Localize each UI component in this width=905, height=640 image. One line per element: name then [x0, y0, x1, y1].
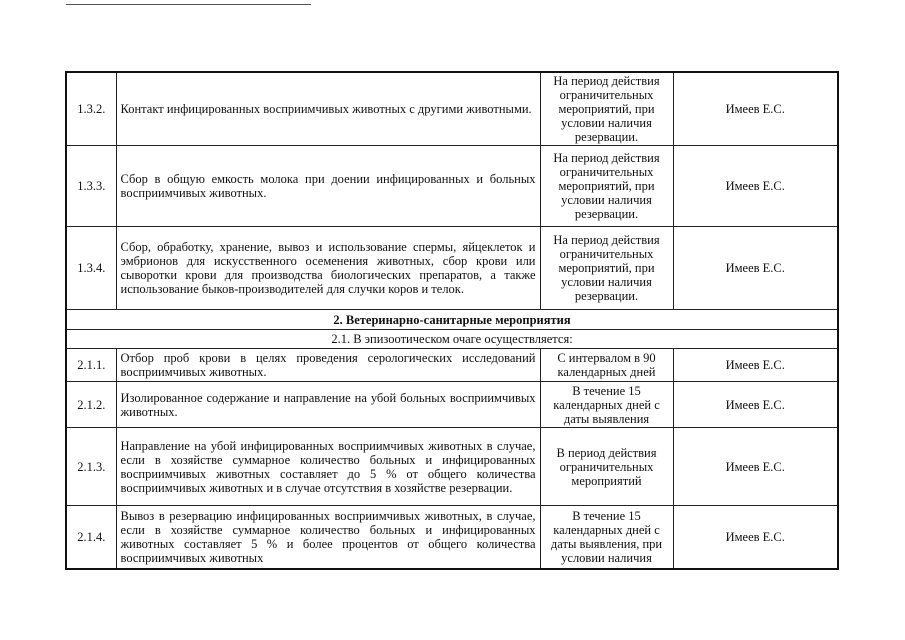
- table-row: [66, 428, 838, 506]
- table-row: [66, 227, 838, 310]
- section-title: 2. Ветеринарно-санитарные мероприятия: [66, 310, 838, 330]
- measure-term: В период действия ограничительных мероприятий: [540, 428, 673, 506]
- measure-description: Контакт инфицированных восприимчивых животных с другими животными.: [116, 72, 540, 146]
- table-row: [66, 146, 838, 227]
- table-row: [66, 72, 838, 146]
- table-row: [66, 382, 838, 428]
- row-number: 2.1.4.: [66, 506, 116, 570]
- measure-description: Изолированное содержание и направление на убой больных восприимчивых животных.: [116, 382, 540, 428]
- subsection-title: 2.1. В эпизоотическом очаге осуществляется:: [66, 330, 838, 349]
- row-number: 2.1.3.: [66, 428, 116, 506]
- measure-term: С интервалом в 90 календарных дней: [540, 349, 673, 382]
- measure-term: На период действия ограничительных мероприятий, при условии наличия резервации.: [540, 227, 673, 310]
- responsible-person: Имеев Е.С.: [673, 349, 838, 382]
- measure-description: Направление на убой инфицированных восприимчивых животных в случае, если в хозяйстве суммарное количество больных и инфицированных восприимчивых животных составляет до 5 % от общего количества восприимчивых животных и в случае отсутствия в хозяйстве резервации.: [116, 428, 540, 506]
- table-row: [66, 349, 838, 382]
- measure-term: В течение 15 календарных дней с даты выявления, при условии наличия: [540, 506, 673, 570]
- measure-description: Отбор проб крови в целях проведения серологических исследований восприимчивых животных.: [116, 349, 540, 382]
- responsible-person: Имеев Е.С.: [673, 506, 838, 570]
- row-number: 2.1.2.: [66, 382, 116, 428]
- measure-description: Вывоз в резервацию инфицированных восприимчивых животных, в случае, если в хозяйстве суммарное количество больных и инфицированных животных составляет 5 % и более процентов от общего количества восприимчивых животных: [116, 506, 540, 570]
- row-number: 1.3.2.: [66, 72, 116, 146]
- responsible-person: Имеев Е.С.: [673, 146, 838, 227]
- table-row: [66, 506, 838, 570]
- measures-table: [65, 71, 839, 570]
- measure-term: На период действия ограничительных мероприятий, при условии наличия резервации.: [540, 146, 673, 227]
- row-number: 1.3.4.: [66, 227, 116, 310]
- measure-description: Сбор, обработку, хранение, вывоз и использование спермы, яйцеклеток и эмбрионов для искусственного осеменения животных, сбор крови или сыворотки крови для производства биологических препаратов, а также использование быков-производителей для случки коров и телок.: [116, 227, 540, 310]
- measure-term: В течение 15 календарных дней с даты выявления: [540, 382, 673, 428]
- subsection-heading-row: [66, 330, 838, 349]
- row-number: 1.3.3.: [66, 146, 116, 227]
- scan-artifact-line: [66, 4, 311, 5]
- responsible-person: Имеев Е.С.: [673, 72, 838, 146]
- measure-description: Сбор в общую емкость молока при доении инфицированных и больных восприимчивых животных.: [116, 146, 540, 227]
- responsible-person: Имеев Е.С.: [673, 382, 838, 428]
- responsible-person: Имеев Е.С.: [673, 428, 838, 506]
- responsible-person: Имеев Е.С.: [673, 227, 838, 310]
- measure-term: На период действия ограничительных мероприятий, при условии наличия резервации.: [540, 72, 673, 146]
- row-number: 2.1.1.: [66, 349, 116, 382]
- section-heading-row: [66, 310, 838, 330]
